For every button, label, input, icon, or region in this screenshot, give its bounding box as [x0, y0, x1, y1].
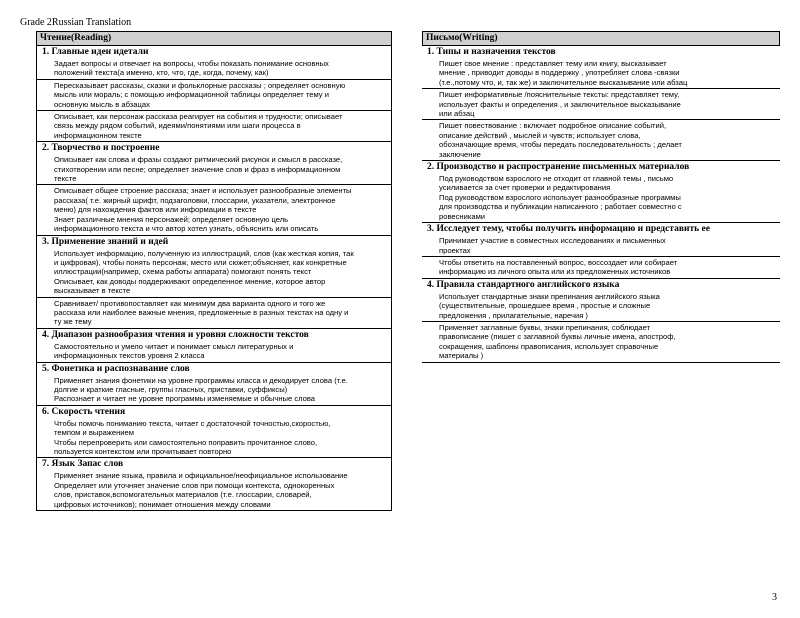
standard-item: Применяет заглавные буквы, знаки препинания, соблюдает правописание (пишет с заглавной буквы личные имена, апостроф, сокращения, шаблоны правописания, использует справочные материалы ) [422, 321, 780, 362]
reading-section [36, 363, 392, 406]
standard-item: Описывает общее строение рассказа; знает и использует разнообразные элементы рассказа( т.е. жирный шрифт, подзаголовки, глоссарии, указатели, электронное меню) для нахождения фактов или информации в тексте Знает различные мнения персонажей; определяет основную цель информационного текста и что автор хотел узнать, объяснить или описать [37, 184, 391, 234]
section-heading: 4. Диапазон разнообразия чтения и уровня сложности текстов [42, 329, 309, 340]
reading-section [36, 406, 392, 459]
standard-item: Задает вопросы и отвечает на вопросы, чтобы показать понимание основных положений текста(а именно, кто, что, где, когда, почему, как) [54, 59, 329, 78]
standard-item: Пишет свое мнение : представляет тему или книгу, высказывает мнение , приводит доводы в поддержку , употребляет слова -связки (т.е.,потому что, и, так же) и заключительное высказывание или абзац [439, 59, 688, 87]
section-heading: 3. Исследует тему, чтобы получить информацию и представить ее [427, 224, 710, 235]
section-heading: 1. Типы и назначения текстов [427, 47, 556, 57]
standard-item: Самостоятельно и умело читает и понимает смысл литературных и информационных текстов уровня 2 класса [54, 341, 294, 361]
section-heading: 5. Фонетика и распознавание слов [42, 363, 190, 374]
standard-item: Описывает, как персонаж рассказа реагирует на события и трудности; описывает связь между рядом событий, идеями/понятиями или шаги процесса в информационном тексте [37, 110, 391, 141]
section-heading: 2. Производство и распространение письменных материалов [427, 162, 690, 173]
standard-item: Чтобы ответить на поставленный вопрос, воссоздает или собирает информацию из личного опыта или из предложенных источников [422, 256, 780, 278]
standard-item: Применяет знания фонетики на уровне программы класса и декодирует слова (т.е. долгие и краткие гласные, группы гласных, приставки, суффиксы) Распознает и читает не уровне программы изменяемые и обычные слова [54, 375, 348, 404]
section-heading: 7. Язык Запас слов [42, 459, 124, 470]
standard-item: Описывает как слова и фразы создают ритмический рисунок и смысл в рассказе, стихотворении или песне; определяет значение слов и фраз в информационном тексте [54, 155, 343, 184]
standard-item: Чтобы помочь пониманию текста, читает с достаточной точностью,скоростью, темпом и выражением Чтобы перепроверить или самостоятельно поправить прочитанное слово, пользуется контекстом или прочитывает повторно [54, 418, 331, 456]
writing-title: Письмо(Writing) [422, 31, 780, 46]
standard-item: Использует информацию, полученную из иллюстраций, слов (как жесткая копия, так и цифровая), чтобы понять персонаж, место или сюжет;объясняет, как конкретные иллюстрации(например, схема работы аппарата) помогают понять текст Описывает, как доводы поддерживают определенное мнение, которое автор высказывает в тексте [54, 248, 354, 296]
section-heading: 2. Творчество и построение [42, 143, 160, 154]
reading-section [36, 458, 392, 511]
standard-item: Пишет повествование : включает подробное описание событий, описание действий , мыслей и чувств; использует слова, обозначающие время, чтобы передать последовательность ; делает заключение [422, 119, 780, 160]
section-heading: 1. Главные идеи идетали [42, 47, 149, 57]
document-header: Grade 2Russian Translation [20, 17, 132, 28]
standard-item: Применяет знание языка, правила и официальное/неофициальное использование Определяет или уточняет значение слов при помощи контекста, однокоренных слов, приставок,вспомогательных материалов (т.е. глоссарии, словарей, цифровых источников); понимает отношения между словами [54, 471, 348, 509]
writing-section [422, 161, 780, 223]
writing-section [422, 223, 780, 279]
standard-item: Под руководством взрослого не отходит от главной темы , письмо усиливается за счет проверки и редактирования Под руководством взрослого использует разнообразные программы для производства и публикации написанного ; работает совместно с ровесниками [439, 174, 682, 221]
reading-section [36, 142, 392, 235]
standard-item: Использует стандартные знаки препинания английского языка (существительные, прошедшее время , простые и сложные предложения , прилагательные, наречия ) [439, 291, 660, 320]
writing-section [422, 279, 780, 363]
section-heading: 4. Правила стандартного английского языка [427, 279, 620, 290]
section-heading: 3. Применение знаний и идей [42, 236, 169, 247]
writing-section [422, 46, 780, 161]
reading-section [36, 329, 392, 363]
reading-section [36, 236, 392, 329]
page-number: 3 [772, 592, 777, 603]
writing-column [422, 31, 780, 363]
standard-item: Пересказывает рассказы, сказки и фольклорные рассказы ; определяет основную мысль или мораль; с помощью информационной таблицы определяет тему и основную мысль в абзацах [37, 79, 391, 110]
section-heading: 6. Скорость чтения [42, 406, 126, 417]
standard-item: Сравнивает/ противопоставляет как минимум два варианта одного и того же рассказа или наиболее важные мнения, предложенные в разных текстах на одну и ту же тему [37, 297, 391, 328]
standard-item: Пишет информативные /пояснительные тексты: представляет тему, использует факты и определения , и заключительное высказывание или абзац [422, 88, 780, 119]
reading-column [36, 31, 392, 511]
reading-section [36, 46, 392, 142]
standard-item: Принимает участие в совместных исследованиях и письменных проектах [439, 236, 666, 255]
reading-title: Чтение(Reading) [36, 31, 392, 46]
